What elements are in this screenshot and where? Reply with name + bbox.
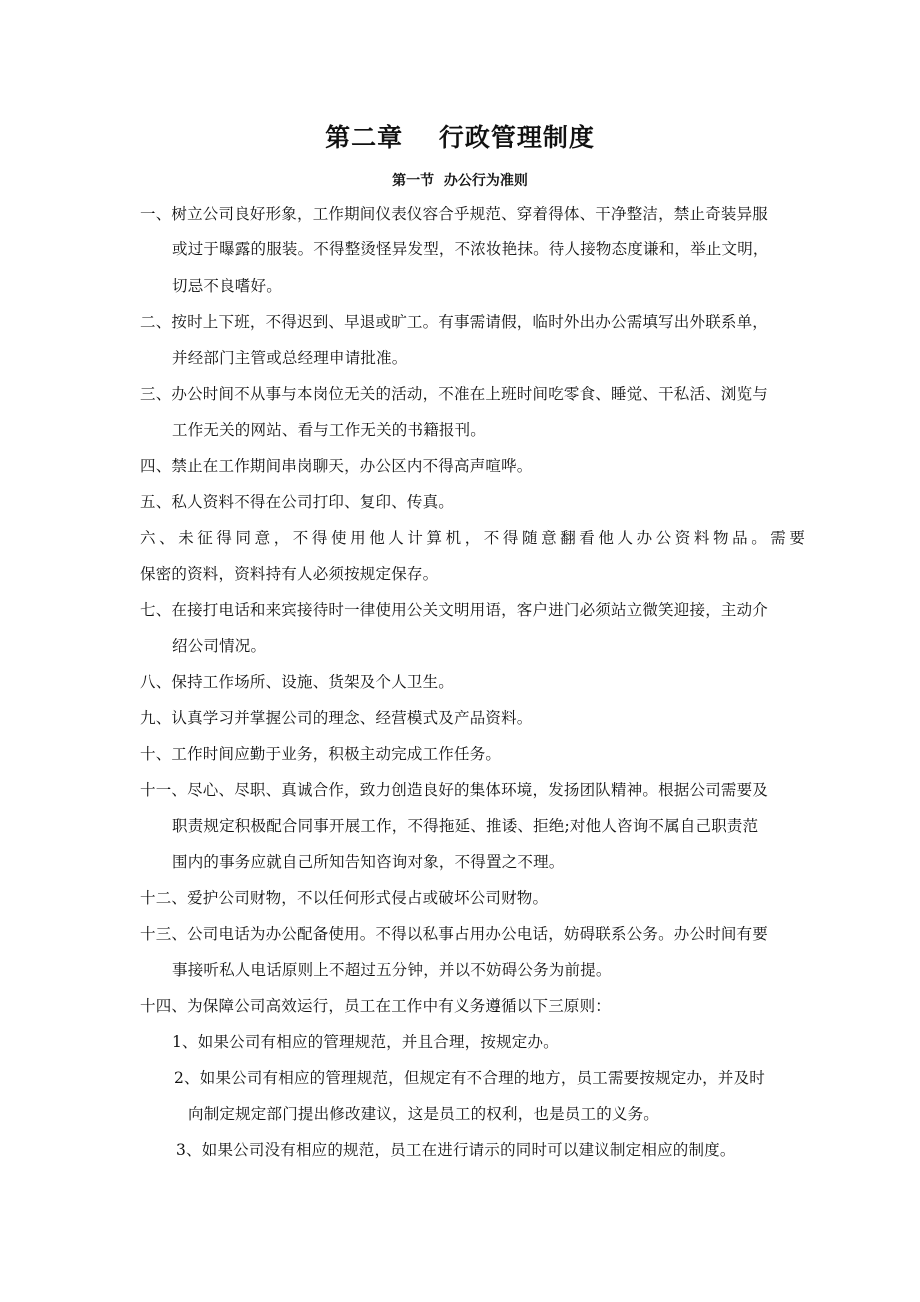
rule-5: 五、私人资料不得在公司打印、复印、传真。 (140, 493, 455, 511)
rule-12: 十二、爱护公司财物，不以任何形式侵占或破坏公司财物。 (140, 889, 549, 907)
rule-1-line-1: 一、树立公司良好形象，工作期间仪表仪容合乎规范、穿着得体、干净整洁，禁止奇装异服 (140, 205, 769, 223)
rule-6-line-2: 保密的资料，资料持有人必须按规定保存。 (140, 565, 439, 583)
chapter-title: 第二章 行政管理制度 (325, 123, 595, 152)
principle-1: 1、如果公司有相应的管理规范，并且合理，按规定办。 (172, 1033, 559, 1051)
rule-10: 十、工作时间应勤于业务，积极主动完成工作任务。 (140, 745, 502, 763)
rule-8: 八、保持工作场所、设施、货架及个人卫生。 (140, 673, 455, 691)
rule-14-intro: 十四、为保障公司高效运行，员工在工作中有义务遵循以下三原则： (140, 997, 612, 1015)
rule-2-line-1: 二、按时上下班，不得迟到、早退或旷工。有事需请假，临时外出办公需填写出外联系单， (140, 313, 769, 331)
principle-3: 3、如果公司没有相应的规范，员工在进行请示的同时可以建议制定相应的制度。 (176, 1141, 736, 1159)
rule-1-line-2: 或过于曝露的服装。不得整烫怪异发型，不浓妆艳抹。待人接物态度谦和，举止文明， (172, 240, 769, 258)
rule-11-line-2: 职责规定积极配合同事开展工作，不得拖延、推诿、拒绝;对他人咨询不属自己职责范 (172, 817, 759, 835)
rule-3-line-2: 工作无关的网站、看与工作无关的书籍报刊。 (172, 421, 487, 439)
rule-7-line-1: 七、在接打电话和来宾接待时一律使用公关文明用语，客户进门必须站立微笑迎接，主动介 (140, 601, 769, 619)
rule-11-line-1: 十一、尽心、尽职、真诚合作，致力创造良好的集体环境，发扬团队精神。根据公司需要及 (140, 781, 769, 799)
rule-4: 四、禁止在工作期间串岗聊天，办公区内不得高声喧哗。 (140, 457, 533, 475)
rule-9: 九、认真学习并掌握公司的理念、经营模式及产品资料。 (140, 709, 533, 727)
rule-13-line-1: 十三、公司电话为办公配备使用。不得以私事占用办公电话，妨碍联系公务。办公时间有要 (140, 925, 769, 943)
rule-1-line-3: 切忌不良嗜好。 (172, 277, 282, 295)
principle-2-line-2: 向制定规定部门提出修改建议，这是员工的权利，也是员工的义务。 (188, 1105, 660, 1123)
rule-11-line-3: 围内的事务应就自己所知告知咨询对象，不得置之不理。 (172, 853, 565, 871)
rule-7-line-2: 绍公司情况。 (172, 637, 267, 655)
principle-2-line-1: 2、如果公司有相应的管理规范，但规定有不合理的地方，员工需要按规定办，并及时 (174, 1069, 765, 1087)
rule-2-line-2: 并经部门主管或总经理申请批准。 (172, 349, 408, 367)
rule-3-line-1: 三、办公时间不从事与本岗位无关的活动，不准在上班时间吃零食、睡觉、干私活、浏览与 (140, 385, 769, 403)
rule-13-line-2: 事接听私人电话原则上不超过五分钟，并以不妨碍公务为前提。 (172, 961, 612, 979)
section-title: 第一节 办公行为准则 (392, 173, 528, 189)
rule-6-line-1: 六、未征得同意，不得使用他人计算机，不得随意翻看他人办公资料物品。需要 (140, 529, 809, 547)
